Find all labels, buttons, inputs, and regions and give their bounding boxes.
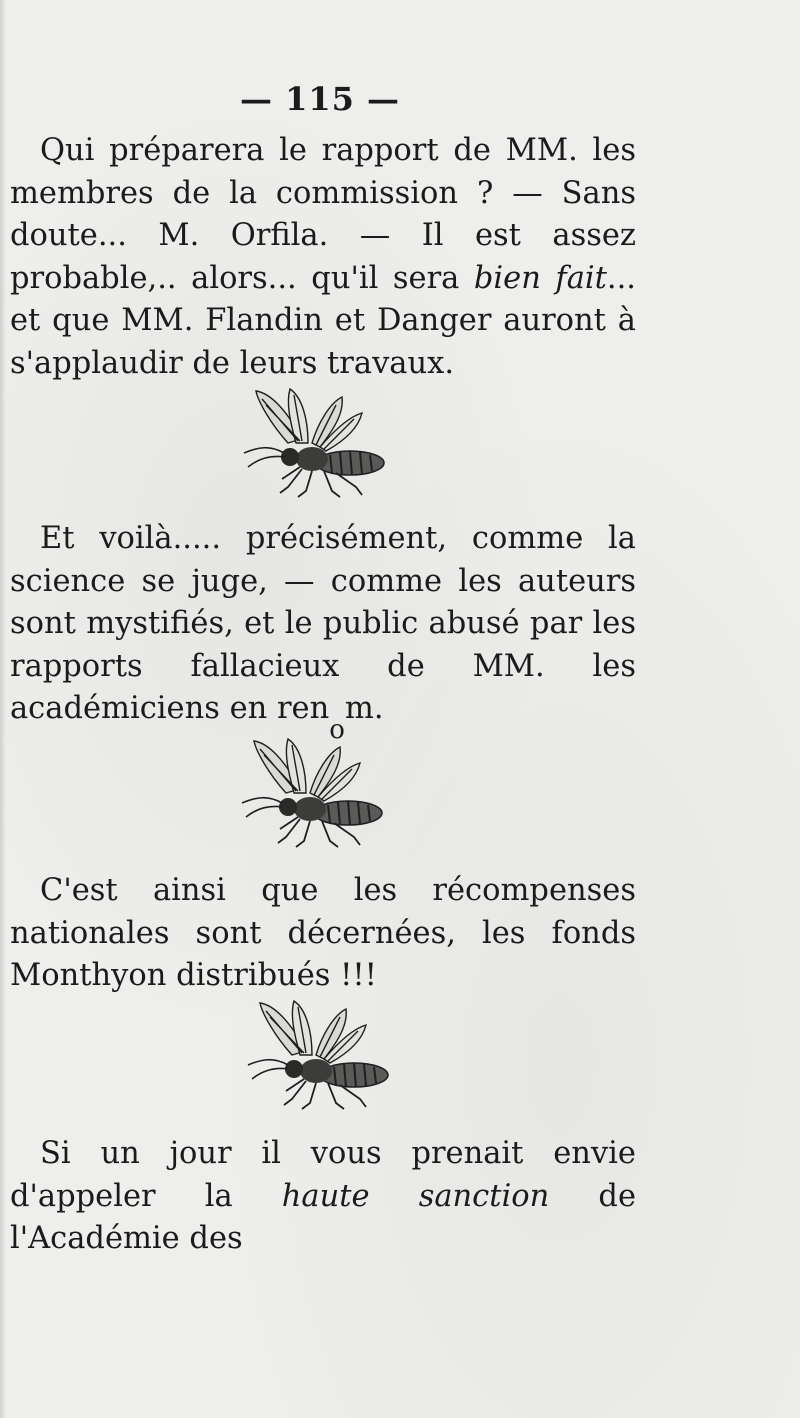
paragraph-4-text: Si un jour il vous prenait envie d'appeler la: [10, 1136, 636, 1214]
paragraph-1-italic: bien fait: [473, 260, 607, 296]
bee-ornament-3: [244, 995, 404, 1115]
bee-ornament-1: [240, 383, 400, 503]
paragraph-1-end: ... et que MM. Flandin et Danger auront à s'applaudir de leurs travaux.: [10, 260, 636, 381]
paragraph-4-end: de l'Académie des: [10, 1178, 636, 1256]
paragraph-4-italic: haute sanction: [281, 1178, 550, 1214]
page-number: — 115 —: [239, 80, 401, 118]
paragraph-2: [10, 518, 636, 745]
paragraph-1-text: Qui préparera le rapport de MM. les membres de la commission ? — Sans doute... M. Orfila. — Il est assez probable,.. alors... qu'il sera: [10, 133, 636, 296]
paragraph-4: [10, 1133, 636, 1261]
paragraph-2-text: Et voilà..... précisément, comme la science se juge, — comme les auteurs sont mystifiés, et le public abusé par les rapports fallacieux de MM. les académiciens en ren: [10, 521, 636, 726]
paragraph-2-end: m.: [344, 691, 384, 726]
paragraph-2-dropped-letter: o: [329, 715, 345, 745]
paragraph-1: [10, 130, 636, 385]
bee-ornament-2: [238, 733, 398, 853]
paragraph-3: C'est ainsi que les récompenses nationales sont décernées, les fonds Monthyon distribués !!!: [10, 873, 636, 993]
page-edge-shadow: [0, 0, 6, 1418]
